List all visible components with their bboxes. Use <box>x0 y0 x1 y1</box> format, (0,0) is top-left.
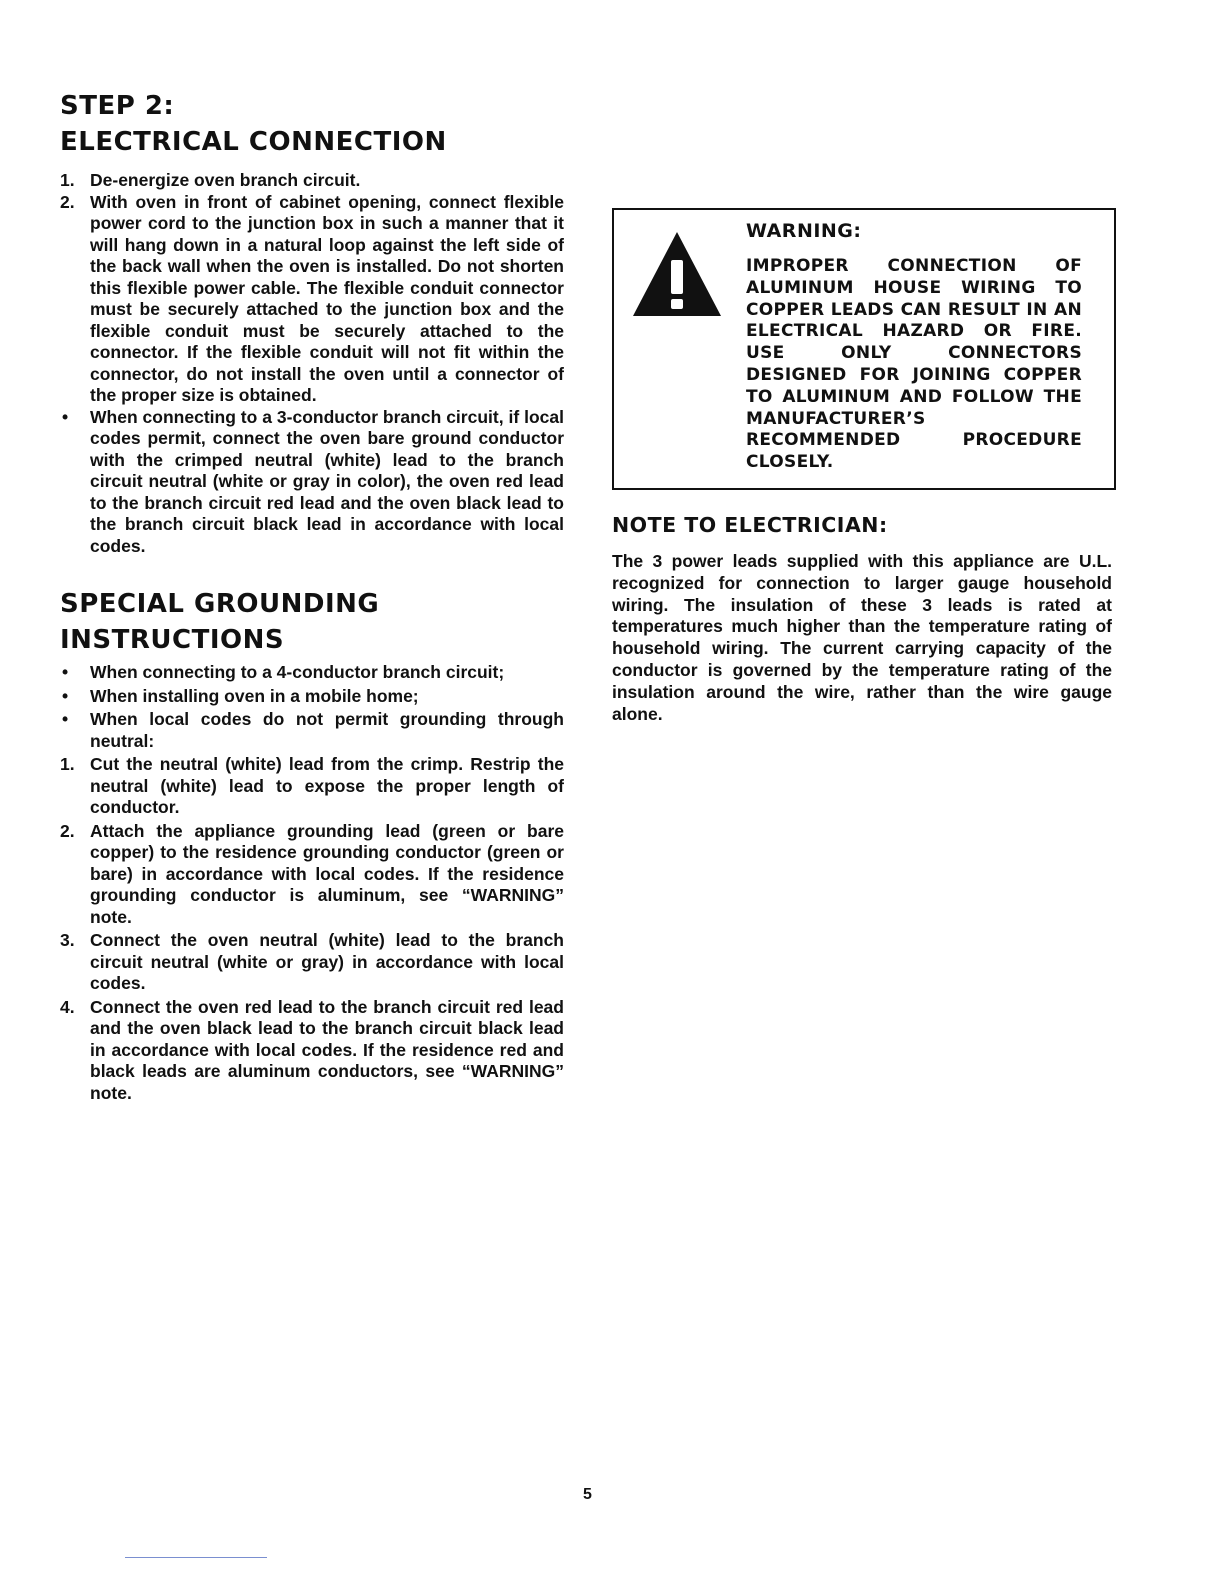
list-item-text: Cut the neutral (white) lead from the crimp. Restrip the neutral (white) lead to expose the proper length of conductor. <box>90 754 564 817</box>
step-heading <box>60 88 447 160</box>
list-item <box>60 662 564 684</box>
list-item <box>60 686 564 708</box>
list-marker: • <box>62 685 69 706</box>
list-item <box>60 709 564 752</box>
list-item-text: Attach the appliance grounding lead (green or bare copper) to the residence grounding conductor (green or bare) in accordance with local codes. If the residence grounding conductor is aluminum, see “WARNING” note. <box>90 820 564 927</box>
list-item <box>60 754 564 819</box>
step-title: ELECTRICAL CONNECTION <box>60 127 447 157</box>
list-marker: 4. <box>60 996 75 1017</box>
grounding-heading <box>60 586 379 658</box>
list-item <box>60 997 564 1105</box>
step-label: STEP 2: <box>60 91 175 121</box>
list-item-text: When connecting to a 3-conductor branch circuit, if local codes permit, connect the oven bare ground conductor with the crimped neutral (white) lead to the branch circuit neutral (white or gray in color), the oven red lead to the branch circuit red lead and the oven black lead to the branch circuit black lead in accordance with local codes. <box>90 406 564 556</box>
list-item <box>60 192 564 407</box>
list-item <box>60 930 564 995</box>
list-marker: • <box>62 709 69 729</box>
list-item-text: Connect the oven neutral (white) lead to the branch circuit neutral (white or gray) in accordance with local codes. <box>90 930 564 993</box>
grounding-heading-line-2: INSTRUCTIONS <box>60 625 285 655</box>
list-marker: • <box>62 662 69 682</box>
footer-rule <box>125 1557 267 1558</box>
list-item-text: When connecting to a 4-conductor branch circuit; <box>90 662 505 682</box>
list-item-text: When local codes do not permit grounding through neutral: <box>90 709 564 751</box>
list-marker: • <box>62 406 69 427</box>
warning-triangle-icon <box>631 230 723 318</box>
warning-box <box>612 208 1116 490</box>
list-item-text: De-energize oven branch circuit. <box>90 170 361 190</box>
list-item-text: Connect the oven red lead to the branch circuit red lead and the oven black lead to the branch circuit black lead in accordance with local codes. If the residence red and black leads are aluminum conductors, see “WARNING” note. <box>90 996 564 1103</box>
list-item <box>60 407 564 558</box>
list-item-text: With oven in front of cabinet opening, connect flexible power cord to the junction box in such a manner that it will hang down in a natural loop against the left side of the back wall when the oven is installed. Do not shorten this flexible power cable. The flexible conduit connector must be securely attached to the junction box and the flexible conduit must be securely attached to the connector. If the flexible conduit will not fit within the connector, do not install the oven until a connector of the proper size is obtained. <box>90 191 564 405</box>
warning-title: WARNING: <box>746 220 862 242</box>
list-marker: 1. <box>60 170 75 190</box>
list-marker: 1. <box>60 754 75 774</box>
electrical-connection-list <box>60 170 564 557</box>
list-marker: 2. <box>60 191 75 212</box>
note-title: NOTE TO ELECTRICIAN: <box>612 513 888 537</box>
list-item <box>60 170 564 192</box>
list-item-text: When installing oven in a mobile home; <box>90 685 419 706</box>
list-marker: 2. <box>60 820 75 841</box>
grounding-instructions-list <box>60 662 564 1106</box>
note-text: The 3 power leads supplied with this appliance are U.L. recognized for connection to larger gauge household wiring. The insulation of these 3 leads is rated at temperatures much higher than the temperature rating of household wiring. The current carrying capacity of the conductor is governed by the temperature rating of the insulation around the wire, rather than the wire gauge alone. <box>612 551 1112 724</box>
list-item <box>60 821 564 929</box>
grounding-heading-line-1: SPECIAL GROUNDING <box>60 589 380 619</box>
page-number: 5 <box>583 1486 592 1503</box>
warning-text: IMPROPER CONNECTION OF ALUMINUM HOUSE WIRING TO COPPER LEADS CAN RESULT IN AN ELECTRICAL HAZARD OR FIRE. USE ONLY CONNECTORS DESIGNED FOR JOINING COPPER TO ALUMINUM AND FOLLOW THE MANUFACTURER’S RECOMMENDED PROCEDURE CLOSELY. <box>746 256 1082 473</box>
list-marker: 3. <box>60 930 75 950</box>
